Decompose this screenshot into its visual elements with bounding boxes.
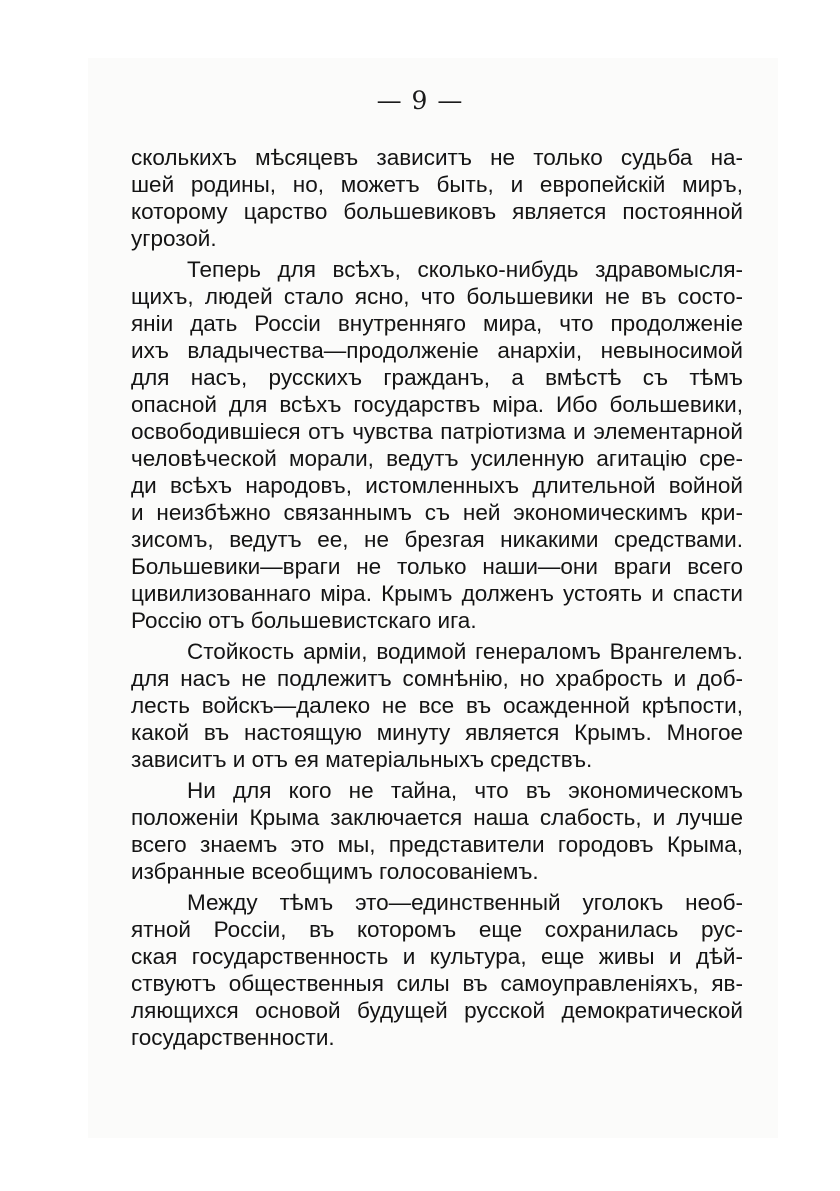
text-line: ляющихся основой будущей русской демократической (131, 998, 743, 1023)
text-line: опасной для всѣхъ государствъ міра. Ибо большевики, (131, 392, 743, 417)
text-line: которому царство большевиковъ является постоянной (131, 199, 743, 224)
text-line: Стойкость арміи, водимой генераломъ Врангелемъ. (187, 639, 743, 664)
text-line: и неизбѣжно связаннымъ съ ней экономическимъ кри- (131, 500, 743, 525)
text-line: какой въ настоящую минуту является Крымъ. Многое (131, 720, 743, 745)
text-line: человѣческой морали, ведутъ усиленную агитацію сре- (131, 446, 743, 471)
text-line: Ни для кого не тайна, что въ экономическомъ (187, 778, 743, 803)
text-line: ди всѣхъ народовъ, истомленныхъ длительной войной (131, 473, 743, 498)
paragraph-3 (131, 638, 743, 773)
paragraph-2 (131, 256, 743, 634)
page-number: — 9 — (376, 86, 464, 115)
text-line: угрозой. (131, 226, 217, 251)
text-line: Большевики—враги не только наши—они враги всего (131, 554, 743, 579)
paragraph-1 (131, 144, 743, 252)
paragraph-5 (131, 889, 743, 1051)
text-line: Между тѣмъ это—единственный уголокъ необ- (187, 890, 743, 915)
text-line: положеніи Крыма заключается наша слабость, и лучше (131, 805, 743, 830)
text-line: ятной Россіи, въ которомъ еще сохранилась рус- (131, 917, 743, 942)
text-line: для насъ, русскихъ гражданъ, а вмѣстѣ съ тѣмъ (131, 365, 743, 390)
text-line: шей родины, но, можетъ быть, и европейскій миръ, (131, 172, 743, 197)
text-line: избранные всеобщимъ голосованіемъ. (131, 859, 539, 884)
text-line: зисомъ, ведутъ ее, не брезгая никакими средствами. (131, 527, 743, 552)
text-line: ская государственность и культура, еще живы и дѣй- (131, 944, 743, 969)
text-line: зависитъ и отъ ея матеріальныхъ средствъ. (131, 747, 593, 772)
text-line: ихъ владычества—продолженіе анархіи, невыносимой (131, 338, 743, 363)
text-line: всего знаемъ это мы, представители городовъ Крыма, (131, 832, 743, 857)
text-line: лесть войскъ—далеко не все въ осажденной крѣпости, (131, 693, 743, 718)
text-line: освободившіеся отъ чувства патріотизма и элементарной (131, 419, 743, 444)
text-line: цивилизованнаго міра. Крымъ долженъ устоять и спасти (131, 581, 743, 606)
text-line: Теперь для всѣхъ, сколько-нибудь здравомысля- (187, 257, 743, 282)
text-line: государственности. (131, 1025, 335, 1050)
text-line: ствуютъ общественныя силы въ самоуправленіяхъ, яв- (131, 971, 743, 996)
text-line: щихъ, людей стало ясно, что большевики не въ состо- (131, 284, 743, 309)
text-line: для насъ не подлежитъ сомнѣнію, но храбрость и доб- (131, 666, 743, 691)
text-line: Россію отъ большевистскаго ига. (131, 608, 477, 633)
text-line: сколькихъ мѣсяцевъ зависитъ не только судьба на- (131, 145, 743, 170)
paragraph-4 (131, 777, 743, 885)
body-text (131, 144, 743, 1055)
text-line: яніи дать Россіи внутренняго мира, что продолженіе (131, 311, 743, 336)
